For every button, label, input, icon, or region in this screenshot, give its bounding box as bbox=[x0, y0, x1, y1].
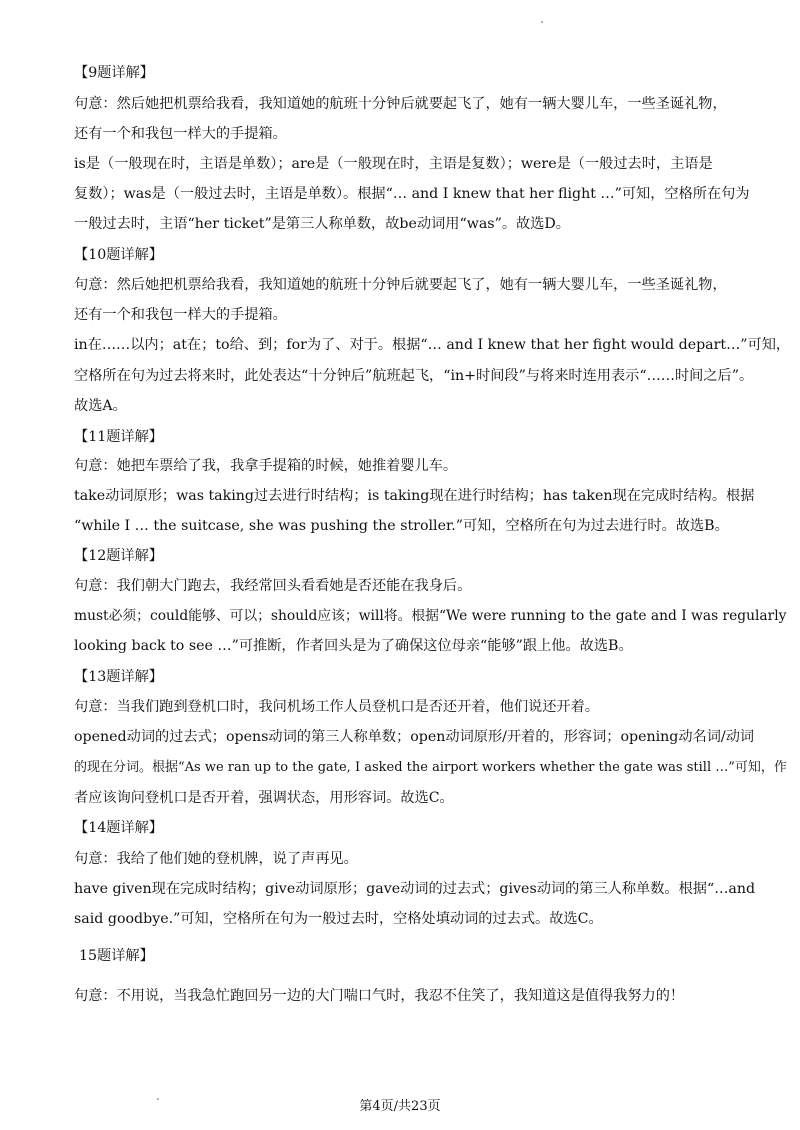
section-12-line-3: looking back to see …”可推断，作者回头是为了确保这位母亲“能够”跟上他。故选B。 bbox=[74, 638, 633, 654]
section-9-line-1: 句意：然后她把机票给我看，我知道她的航班十分钟后就要起飞了，她有一辆大婴儿车，一些圣诞礼物， bbox=[74, 96, 727, 112]
section-12-line-1: 句意：我们朝大门跑去，我经常回头看看她是否还能在我身后。 bbox=[74, 578, 472, 594]
section-14-header: 【14题详解】 bbox=[74, 820, 163, 836]
section-10-header: 【10题详解】 bbox=[74, 247, 163, 263]
page-footer: 第4页/共23页 bbox=[359, 1099, 441, 1114]
section-9-header: 【9题详解】 bbox=[74, 65, 154, 81]
section-10-line-5: 故选A。 bbox=[74, 398, 127, 414]
section-9-line-3: is是（一般现在时，主语是单数）；are是（一般现在时，主语是复数）；were是（一般过去时，主语是 bbox=[74, 156, 713, 172]
section-15-header: 15题详解】 bbox=[79, 948, 154, 964]
section-13-header: 【13题详解】 bbox=[74, 669, 163, 685]
section-11-header: 【11题详解】 bbox=[74, 429, 163, 445]
section-10-line-2: 还有一个和我包一样大的手提箱。 bbox=[74, 307, 287, 323]
section-10-line-4: 空格所在句为过去将来时，此处表达“十分钟后”航班起飞，“in+时间段”与将来时连用表示“……时间之后”。 bbox=[74, 368, 754, 384]
section-13-line-3: 的现在分词。根据“As we ran up to the gate, I asked the airport workers whether the gate was still …”可知，作 bbox=[74, 760, 787, 775]
section-10-line-1: 句意：然后她把机票给我看，我知道她的航班十分钟后就要起飞了，她有一辆大婴儿车，一些圣诞礼物， bbox=[74, 277, 727, 293]
section-14-line-2: have given现在完成时结构；give动词原形；gave动词的过去式；gives动词的第三人称单数。根据“…and bbox=[74, 881, 756, 897]
section-13-line-4: 者应该询问登机口是否开着，强调状态，用形容词。故选C。 bbox=[74, 790, 454, 806]
section-12-header: 【12题详解】 bbox=[74, 548, 163, 564]
section-15-line-1: 句意：不用说，当我急忙跑回另一边的大门喘口气时，我忍不住笑了，我知道这是值得我努力的！ bbox=[74, 988, 685, 1004]
section-11-line-1: 句意：她把车票给了我，我拿手提箱的时候，她推着婴儿车。 bbox=[74, 458, 458, 474]
section-10-line-3: in在……以内；at在；to给、到；for为了、对于。根据“… and I knew that her fight would depart…”可知， bbox=[74, 337, 791, 353]
section-9-line-2: 还有一个和我包一样大的手提箱。 bbox=[74, 126, 287, 142]
section-11-line-2: take动词原形；was taking过去进行时结构；is taking现在进行时结构；has taken现在完成时结构。根据 bbox=[74, 488, 755, 504]
scan-speck bbox=[541, 21, 543, 23]
section-14-line-1: 句意：我给了他们她的登机牌，说了声再见。 bbox=[74, 851, 358, 867]
section-9-line-5: 一般过去时，主语“her ticket”是第三人称单数，故be动词用“was”。故选D。 bbox=[74, 216, 570, 232]
section-12-line-2: must必须；could能够、可以；should应该；will将。根据“We were running to the gate and I was regularly bbox=[74, 608, 787, 624]
section-13-line-2: opened动词的过去式；opens动词的第三人称单数；open动词原形/开着的，形容词；opening动名词/动词 bbox=[74, 729, 755, 745]
scan-speck bbox=[157, 1098, 159, 1100]
section-9-line-4: 复数）；was是（一般过去时，主语是单数）。根据“… and I knew that her flight …”可知，空格所在句为 bbox=[74, 186, 750, 202]
section-11-line-3: “while I … the suitcase, she was pushing the stroller.”可知，空格所在句为过去进行时。故选B。 bbox=[74, 518, 729, 534]
section-13-line-1: 句意：当我们跑到登机口时，我问机场工作人员登机口是否还开着，他们说还开着。 bbox=[74, 699, 599, 715]
section-14-line-3: said goodbye.”可知，空格所在句为一般过去时，空格处填动词的过去式。故选C。 bbox=[74, 911, 603, 927]
